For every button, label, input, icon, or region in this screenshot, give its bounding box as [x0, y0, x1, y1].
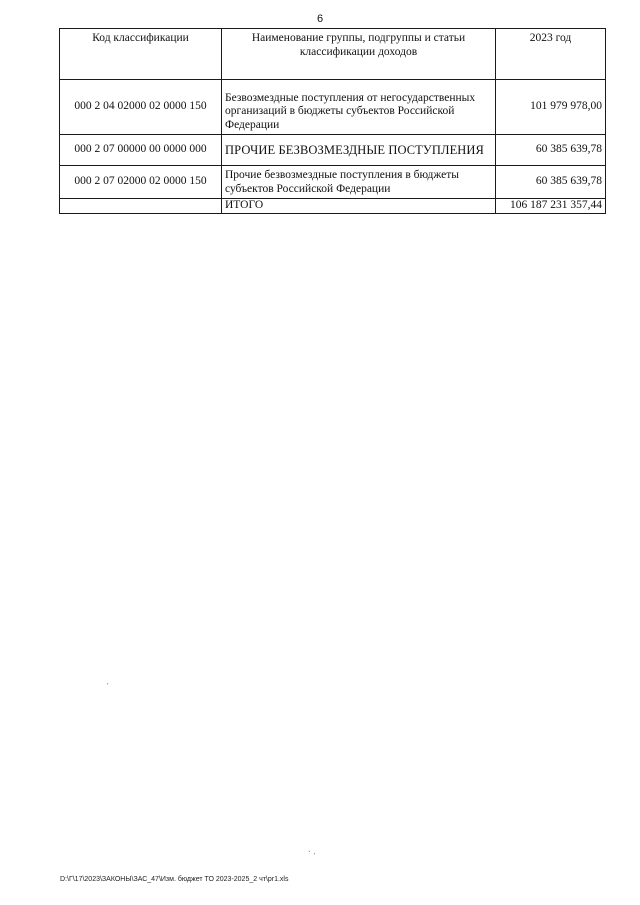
page-number: 6 [316, 13, 324, 25]
header-year: 2023 год [496, 29, 606, 80]
row-amount: 60 385 639,78 [496, 166, 606, 199]
total-amount: 106 187 231 357,44 [496, 199, 606, 214]
table-header-row [60, 29, 606, 80]
table-row [60, 166, 606, 199]
scan-speck: ˴ ˏ [308, 846, 316, 855]
row-name: ПРОЧИЕ БЕЗВОЗМЕЗДНЫЕ ПОСТУПЛЕНИЯ [222, 135, 496, 166]
row-name: Безвозмездные поступления от негосударственных организаций в бюджеты субъектов Российской Федерации [222, 80, 496, 135]
total-row [60, 199, 606, 214]
row-name: Прочие безвозмездные поступления в бюджеты субъектов Российской Федерации [222, 166, 496, 199]
revenue-table [59, 28, 606, 214]
row-code: 000 2 07 00000 00 0000 000 [60, 135, 222, 166]
header-code: Код классификации [60, 29, 222, 80]
footer-file-path: D:\Г\17\2023\ЗАКОНЫ\ЗАС_47\Изм. бюджет ТО 2023-2025_2 чт\pr1.xls [60, 876, 289, 883]
row-amount: 101 979 978,00 [496, 80, 606, 135]
row-amount: 60 385 639,78 [496, 135, 606, 166]
table-row [60, 135, 606, 166]
scan-speck: ˏ [106, 676, 109, 685]
total-empty-cell [60, 199, 222, 214]
row-code: 000 2 04 02000 02 0000 150 [60, 80, 222, 135]
total-label: ИТОГО [222, 199, 496, 214]
header-name: Наименование группы, подгруппы и статьи классификации доходов [222, 29, 496, 80]
row-code: 000 2 07 02000 02 0000 150 [60, 166, 222, 199]
table-row [60, 80, 606, 135]
